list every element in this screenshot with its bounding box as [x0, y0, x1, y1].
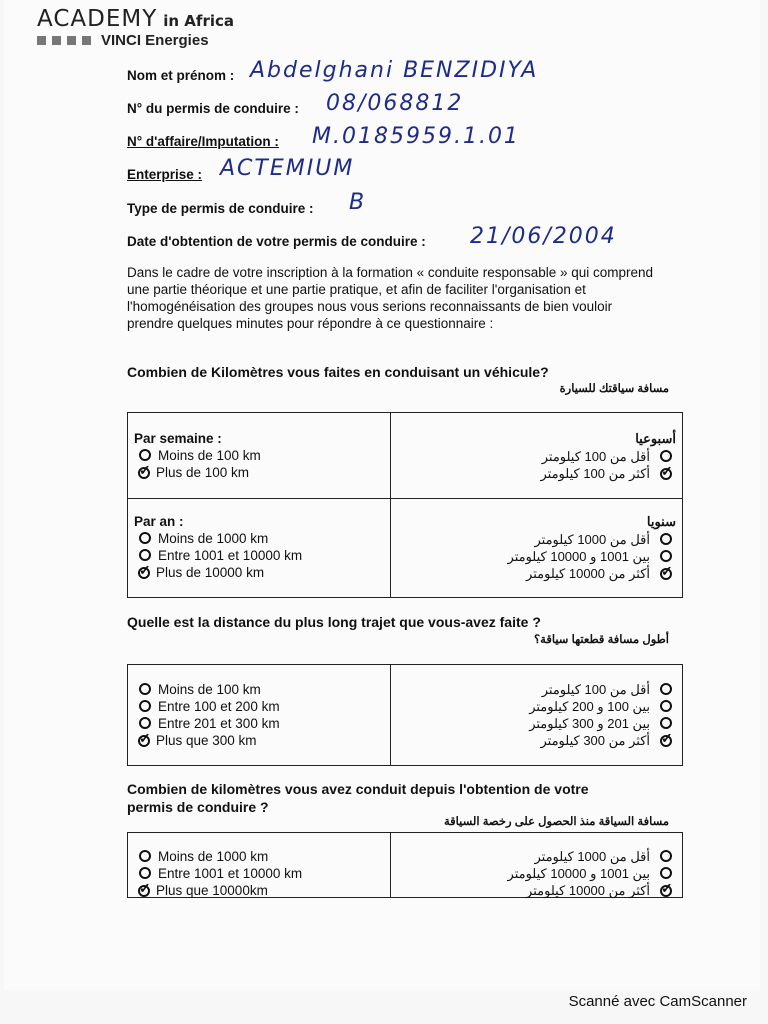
q2-right [529, 681, 676, 749]
q1-week-head-ar: أسبوعيا [635, 431, 676, 446]
radio-icon [660, 850, 672, 862]
date-field [127, 234, 426, 249]
checked-radio-icon: ✓ [661, 880, 673, 896]
q2-title-ar: أطول مسافة قطعتها سياقة؟ [534, 634, 669, 646]
radio-icon [660, 700, 672, 712]
q1-year-option[interactable]: Entre 1001 et 10000 km [134, 547, 302, 564]
permit-field [127, 101, 299, 116]
type-label: Type de permis de conduire : [127, 201, 314, 216]
radio-icon [139, 717, 151, 729]
radio-icon [660, 867, 672, 879]
q2-option-ar[interactable]: ✓ أكثر من 300 كيلومتر [540, 730, 673, 748]
q2-title: Quelle est la distance du plus long trajet que vous-avez faite ? [127, 614, 541, 630]
q3-option[interactable]: Moins de 1000 km [134, 848, 302, 865]
permit-value: 08/068812 [326, 91, 464, 116]
q1-week-option[interactable]: Moins de 100 km [134, 447, 261, 464]
q3-title-line1: Combien de kilomètres vous avez conduit depuis l'obtention de votre [127, 781, 589, 797]
q1-year-option-ar[interactable]: أقل من 1000 كيلومتر [508, 531, 676, 548]
radio-icon [660, 450, 672, 462]
academy-logo [37, 6, 234, 50]
radio-icon [139, 549, 151, 561]
q1-week-head: Par semaine : [134, 431, 222, 446]
q1-week-option[interactable]: ✓ Plus de 100 km [139, 462, 250, 480]
logo-academy: ACADEMY [37, 6, 158, 32]
q1-title: Combien de Kilomètres vous faites en conduisant un véhicule? [127, 364, 549, 380]
radio-icon [139, 850, 151, 862]
name-field [127, 68, 234, 83]
affaire-value: M.0185959.1.01 [312, 124, 520, 149]
radio-icon [660, 683, 672, 695]
q3-option-ar[interactable]: أقل من 1000 كيلومتر [508, 848, 676, 865]
q1-divider [390, 413, 391, 597]
q3-title-ar: مسافة السياقة منذ الحصول على رخصة السياقة [443, 816, 669, 828]
q3-option[interactable]: Entre 1001 et 10000 km [134, 865, 302, 882]
date-value: 21/06/2004 [470, 224, 617, 249]
radio-icon [139, 449, 151, 461]
q1-year-option[interactable]: Moins de 1000 km [134, 530, 302, 547]
q3-left [134, 848, 302, 899]
affaire-field [127, 134, 279, 149]
q2-option[interactable]: Entre 100 et 200 km [134, 698, 280, 715]
q1-week-left [134, 431, 261, 481]
q3-box [127, 832, 683, 898]
q2-option-ar[interactable]: أقل من 100 كيلومتر [529, 681, 676, 698]
q2-option[interactable]: ✓ Plus que 300 km [139, 730, 257, 748]
q2-divider [390, 665, 391, 765]
q2-option-ar[interactable]: بين 100 و 200 كيلومتر [529, 698, 676, 715]
q3-right [508, 848, 676, 899]
q1-row-divider [128, 498, 682, 499]
permit-label: N° du permis de conduire : [127, 101, 299, 116]
checked-radio-icon: ✓ [661, 730, 673, 746]
q1-year-option-ar[interactable]: بين 1001 و 10000 كيلومتر [508, 548, 676, 565]
q1-box [127, 412, 683, 598]
q3-option-ar[interactable]: ✓ أكثر من 10000 كيلومتر [526, 880, 673, 898]
enterprise-label: Enterprise : [127, 167, 203, 182]
name-value: Abdelghani BENZIDIYA [250, 58, 539, 83]
checked-radio-icon: ✓ [139, 562, 151, 578]
enterprise-value: ACTEMIUM [220, 156, 355, 181]
q2-box [127, 664, 683, 766]
checked-radio-icon: ✓ [139, 462, 151, 478]
q3-divider [390, 833, 391, 897]
q1-year-right [508, 514, 676, 582]
q1-year-left [134, 514, 302, 581]
q3-option[interactable]: ✓ Plus que 10000km [139, 880, 268, 898]
q1-year-option-ar[interactable]: ✓ أكثر من 10000 كيلومتر [526, 563, 673, 581]
checked-radio-icon: ✓ [139, 880, 151, 896]
radio-icon [139, 532, 151, 544]
type-field [127, 201, 314, 216]
q2-option[interactable]: Moins de 100 km [134, 681, 280, 698]
q1-title-ar: مسافة سياقتك للسيارة [559, 383, 669, 395]
radio-icon [139, 867, 151, 879]
logo-square-icon [37, 36, 46, 45]
q2-option[interactable]: Entre 201 et 300 km [134, 715, 280, 732]
radio-icon [660, 717, 672, 729]
radio-icon [660, 550, 672, 562]
checked-radio-icon: ✓ [661, 463, 673, 479]
logo-square-icon [82, 36, 91, 45]
q1-week-option-ar[interactable]: ✓ أكثر من 100 كيلومتر [540, 463, 673, 481]
q3-title-line2: permis de conduire ? [127, 799, 269, 815]
radio-icon [139, 700, 151, 712]
logo-square-icon [67, 36, 76, 45]
logo-in-africa: in Africa [163, 12, 234, 30]
logo-vinci: VINCI Energies [101, 32, 209, 50]
q2-option-ar[interactable]: بين 201 و 300 كيلومتر [529, 715, 676, 732]
logo-square-icon [52, 36, 61, 45]
q3-option-ar[interactable]: بين 1001 و 10000 كيلومتر [508, 865, 676, 882]
checked-radio-icon: ✓ [661, 563, 673, 579]
date-label: Date d'obtention de votre permis de conduire : [127, 234, 426, 249]
camscanner-footer: Scanné avec CamScanner [568, 993, 747, 1010]
q1-week-option-ar[interactable]: أقل من 100 كيلومتر [541, 448, 677, 465]
affaire-label: N° d'affaire/Imputation : [127, 134, 279, 149]
checked-radio-icon: ✓ [139, 730, 151, 746]
radio-icon [660, 533, 672, 545]
paper-sheet [4, 0, 760, 990]
intro-paragraph: Dans le cadre de votre inscription à la formation « conduite responsable » qui comprend une partie théorique et une partie pratique, et afin de faciliter l'organisation et l'homogénéisation des groupes nous vous serions reconnaissants de bien vouloir prendre quelques minutes pour répondre à ce questionnaire : [127, 265, 654, 331]
radio-icon [139, 683, 151, 695]
q1-year-head: Par an : [134, 514, 184, 529]
name-label: Nom et prénom : [127, 68, 235, 83]
type-value: B [349, 190, 367, 215]
q2-left [134, 681, 280, 749]
q1-year-option[interactable]: ✓ Plus de 10000 km [139, 562, 265, 580]
q1-week-right [541, 431, 677, 482]
enterprise-field [127, 167, 202, 182]
q1-year-head-ar: سنويا [646, 514, 676, 529]
